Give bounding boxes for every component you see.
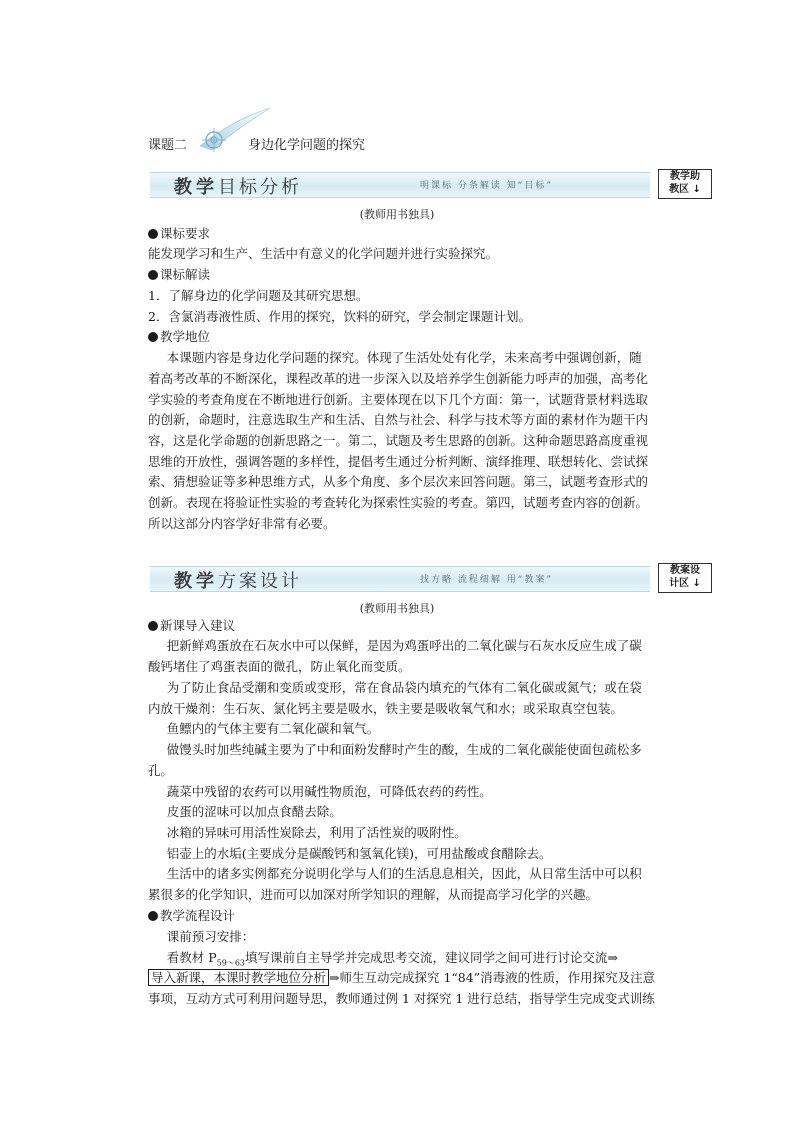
heading-teaching-position: 教学地位 [148, 327, 210, 345]
paragraph-line: 课前预习安排： [166, 929, 255, 944]
banner-plan-design [150, 562, 712, 594]
flow-line: 看教材 $P_{59\sim 63}$填写课前自主导学并完成思考交流，建议同学之间可进行讨论交流⇒ [166, 950, 618, 968]
bullet-icon [148, 621, 158, 631]
paragraph-line: 鱼鳔内的气体主要有二氧化碳和氧气。 [166, 721, 380, 736]
paragraph-line: 铝壶上的水垢(主要成分是碳酸钙和氢氧化镁)，可用盐酸或食醋除去。 [166, 846, 552, 861]
heading-curriculum-interp: 课标解读 [148, 265, 210, 283]
banner-title: 教学目标分析 [174, 177, 302, 198]
bullet-icon [148, 911, 158, 921]
flow-line: 事项，互动方式可利用问题导思，教师通过例 1 对探究 1 进行总结，指导学生完成变式训练 [148, 991, 655, 1006]
paragraph-line: 把新鲜鸡蛋放在石灰水中可以保鲜，是因为鸡蛋呼出的二氧化碳与石灰水反应生成了碳 [166, 638, 642, 653]
section-objectives [148, 224, 704, 534]
paragraph-line: 做馒头时加些纯碱主要为了中和面粉发酵时产生的酸，生成的二氧化碳能使面包疏松多 [166, 742, 642, 757]
heading-new-lesson: 新课导入建议 [148, 616, 235, 634]
list-item: 2．含氯消毒液性质、作用的探究，饮料的研究，学会制定课题计划。 [148, 309, 531, 324]
paragraph-line: 生活中的诸多实例都充分说明化学与人们的生活息息相关，因此，从日常生活中可以积 [166, 866, 642, 881]
paragraph-line: 索、猜想验证等多种思维方式，从多个角度、多个层次来回答问题。第三，试题考查形式的 [148, 474, 649, 489]
banner-slogan: 找方略 流程细解 用“教案” [420, 575, 554, 585]
banner-title: 教学方案设计 [174, 571, 302, 592]
topic-label: 课题二 [148, 138, 188, 153]
paragraph-line: 蔬菜中残留的农药可以用碱性物质泡，可降低农药的药性。 [166, 784, 492, 799]
paragraph-line: 本课题内容是身边化学问题的探究。体现了生活处处有化学，未来高考中强调创新，随 [166, 350, 642, 365]
section-plan [148, 616, 704, 1016]
paragraph-line: 所以这部分内容学好非常有必要。 [148, 516, 336, 531]
paragraph: 能发现学习和生产、生活中有意义的化学问题并进行实验探究。 [148, 246, 499, 261]
topic-header [148, 128, 708, 158]
teacher-only-note: (教师用书独具) [359, 602, 435, 615]
heading-curriculum-req: 课标要求 [148, 224, 210, 242]
paragraph-line: 皮蛋的涩味可以加点食醋去除。 [166, 804, 342, 819]
banner-slogan: 明课标 分条解读 知“目标” [420, 181, 554, 191]
paragraph-line: 孔。 [148, 763, 174, 778]
paragraph-line: 酸钙堵住了鸡蛋表面的微孔，防止氧化而变质。 [148, 659, 411, 674]
bullet-icon [148, 332, 158, 342]
heading-teaching-flow: 教学流程设计 [148, 906, 235, 924]
paragraph-line: 着高考改革的不断深化，课程改革的进一步深入以及培养学生创新能力呼声的加强，高考化 [148, 371, 649, 386]
paragraph-line: 思维的开放性，强调答题的多样性，提倡考生通过分析判断、演绎推理、联想转化、尝试探 [148, 454, 649, 469]
list-item: 1．了解身边的化学问题及其研究思想。 [148, 288, 369, 303]
paragraph-line: 的创新，命题时，注意选取生产和生活、自然与社会、科学与技术等方面的素材作为题干内 [148, 412, 649, 427]
paragraph-line: 学实验的考查角度在不断地进行创新。主要体现在以下几个方面：第一，试题背景材料选取 [148, 392, 649, 407]
bullet-icon [148, 270, 158, 280]
teacher-only-note: (教师用书独具) [359, 208, 435, 221]
paragraph-line: 累很多的化学知识，进而可以加深对所学知识的理解，从而提高学习化学的兴趣。 [148, 887, 599, 902]
teaching-aid-box: 教学助 教区 ↓ [658, 169, 712, 199]
paragraph-line: 冰箱的异味可用活性炭除去，利用了活性炭的吸附性。 [166, 825, 467, 840]
banner-objectives [150, 168, 712, 200]
paragraph-line: 容，这是化学命题的创新思路之一。第二，试题及考生思路的创新。这种命题思路高度重视 [148, 433, 649, 448]
lesson-design-box: 教案设 计区 ↓ [658, 563, 712, 593]
flow-line: 导入新课，本课时教学地位分析 ⇒师生互动完成探究 1“84”消毒液的性质，作用探究及注意 [148, 968, 655, 986]
paragraph-line: 内放干燥剂：生石灰、氯化钙主要是吸水，铁主要是吸收氧气和水；或采取真空包装。 [148, 701, 624, 716]
paragraph-line: 为了防止食品受潮和变质或变形，常在食品袋内填充的气体有二氧化碳或氮气；或在袋 [166, 680, 642, 695]
paragraph-line: 创新。表现在将验证性实验的考查转化为探索性实验的考查。第四，试题考查内容的创新。 [148, 495, 649, 510]
bullet-icon [148, 229, 158, 239]
lesson-position-box: 导入新课，本课时教学地位分析 [148, 969, 329, 986]
topic-title: 身边化学问题的探究 [248, 138, 366, 153]
